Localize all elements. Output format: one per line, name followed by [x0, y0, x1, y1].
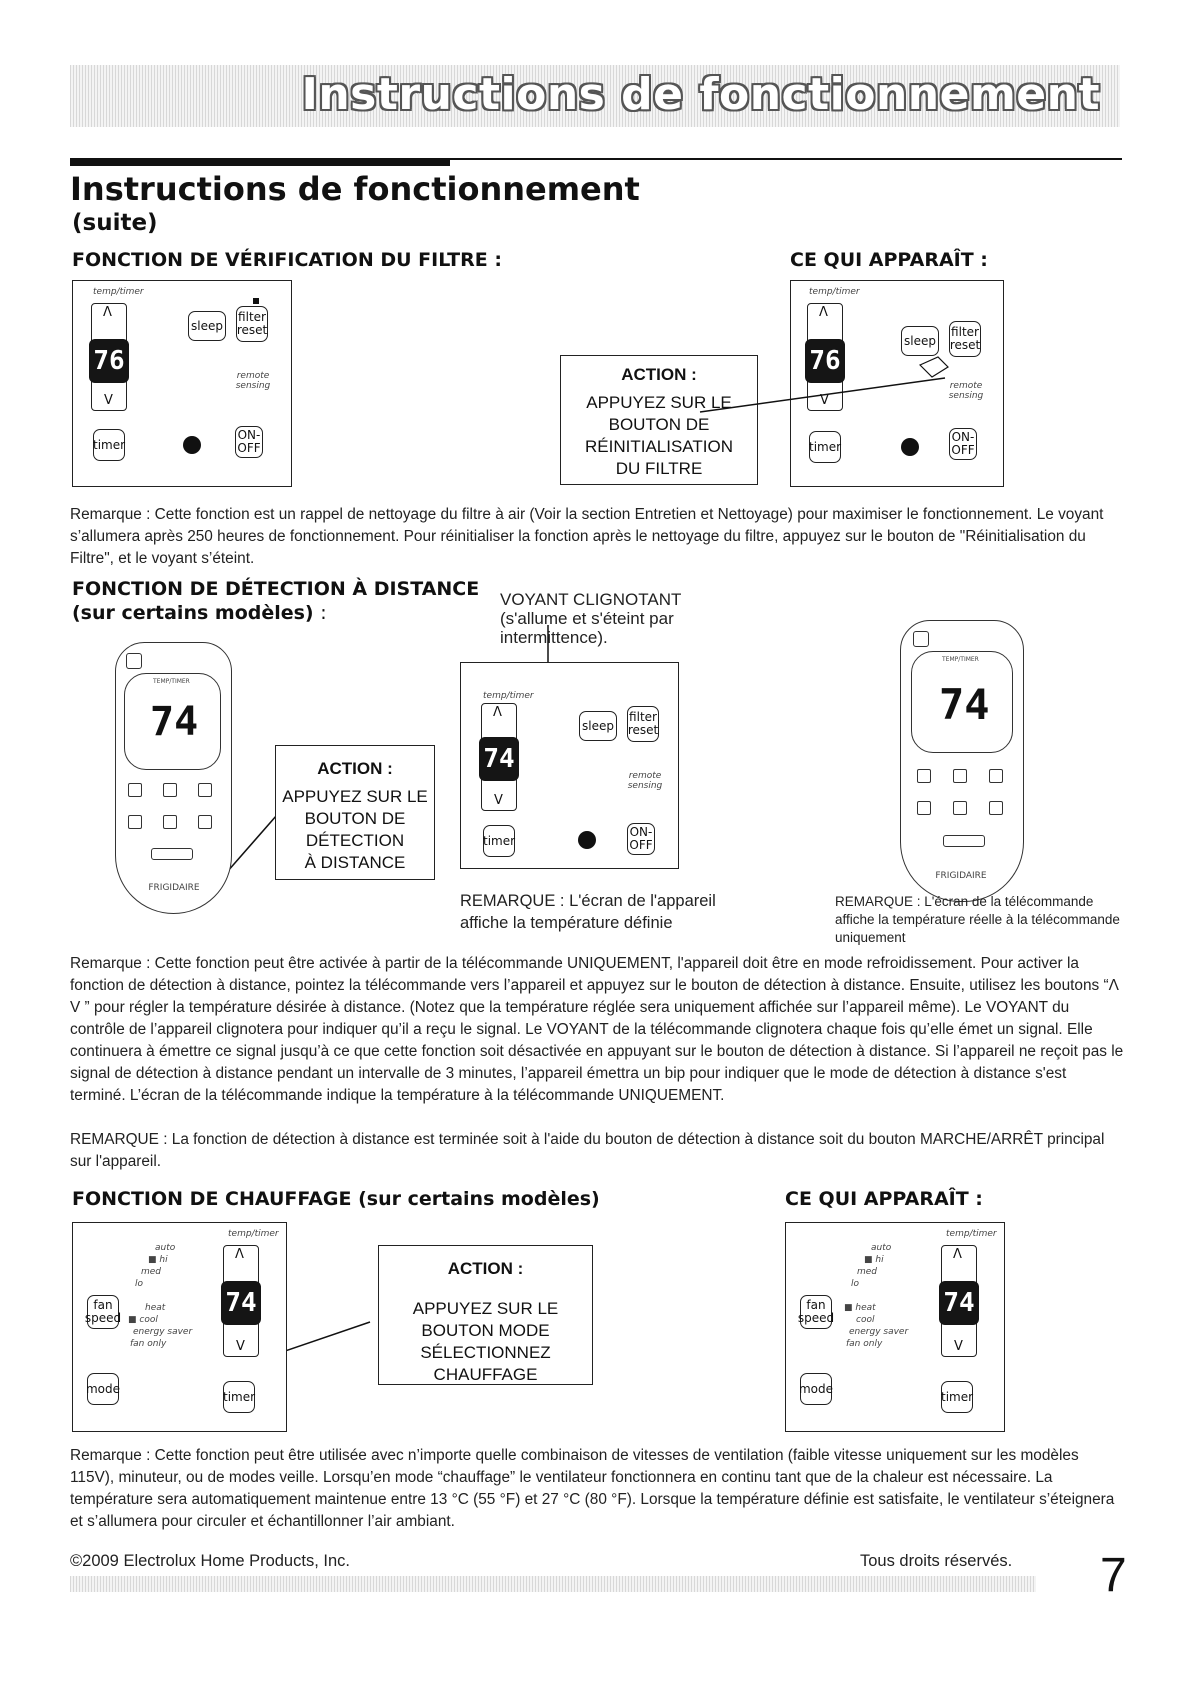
- mode-fan-only: fan only: [846, 1339, 883, 1349]
- mode-cool: ■ cool: [128, 1315, 158, 1325]
- timer-button[interactable]: timer: [93, 429, 125, 461]
- filter-heading: FONCTION DE VÉRIFICATION DU FILTRE :: [72, 249, 502, 271]
- action-line: BOUTON DE: [608, 415, 710, 434]
- mode-med: med: [141, 1267, 162, 1277]
- mode-hi-label: hi: [159, 1255, 168, 1265]
- remote-sensing-led: [578, 831, 596, 849]
- remote-action-box: [275, 745, 435, 880]
- down-arrow-icon[interactable]: V: [820, 393, 829, 408]
- mode-lo: lo: [851, 1279, 860, 1289]
- temp-timer-label: temp/timer: [228, 1229, 279, 1239]
- mode-hi: ■ hi: [864, 1255, 884, 1265]
- blink-label: VOYANT CLIGNOTANT: [500, 590, 682, 609]
- temperature-display: 76: [89, 339, 129, 383]
- remote-sensing-heading-sub: [72, 602, 327, 624]
- temp-timer-label: temp/timer: [93, 287, 144, 297]
- up-arrow-icon[interactable]: Λ: [953, 1247, 962, 1262]
- remote-fan-only-button[interactable]: [989, 769, 1003, 783]
- footer-bar: [70, 1576, 1036, 1592]
- remote-screen: [911, 651, 1013, 753]
- remote-sensing-label: remote sensing: [948, 381, 984, 401]
- remote-sensing-heading-colon: :: [320, 602, 327, 624]
- remote-brand: FRIGIDAIRE: [148, 883, 200, 893]
- remote-start-stop-button[interactable]: [943, 835, 985, 847]
- fan-speed-button[interactable]: fan speed: [800, 1295, 832, 1329]
- action-line: CHAUFFAGE: [433, 1365, 538, 1384]
- on-off-button[interactable]: ON- OFF: [235, 426, 263, 458]
- on-off-button[interactable]: ON- OFF: [627, 823, 655, 855]
- mode-cool: cool: [856, 1315, 875, 1325]
- mode-auto: auto: [155, 1243, 176, 1253]
- remote-sensing-heading: FONCTION DE DÉTECTION À DISTANCE: [72, 578, 480, 600]
- mode-energy-saver: energy saver: [849, 1327, 909, 1337]
- down-arrow-icon[interactable]: V: [236, 1339, 245, 1354]
- mode-heat: heat: [145, 1303, 166, 1313]
- remote-sensing-label: remote sensing: [627, 771, 663, 791]
- timer-button[interactable]: timer: [483, 825, 515, 857]
- filter-note: Remarque : Cette fonction est un rappel de nettoyage du filtre à air (Voir la section Entretien et Nettoyage) pour maximiser le fonctionnement. Le voyant s’allumera après 250 heures de fonctionnement. Pour réinitialiser la fonction après le nettoyage du filtre, appuyez sur le bouton de "Réinitialisation du Filtre", et le voyant s’éteint.: [70, 506, 1104, 567]
- mode-button[interactable]: mode: [87, 1373, 119, 1405]
- remote-sleep-button[interactable]: [128, 815, 142, 829]
- remote-cool-button[interactable]: [917, 769, 931, 783]
- remote-start-stop-button[interactable]: [151, 848, 193, 860]
- fan-speed-button[interactable]: fan speed: [87, 1295, 119, 1329]
- up-arrow-icon[interactable]: Λ: [103, 305, 112, 320]
- down-arrow-icon[interactable]: V: [494, 793, 503, 808]
- footer-rights: Tous droits réservés.: [860, 1552, 1013, 1570]
- up-arrow-icon[interactable]: Λ: [493, 705, 502, 720]
- remark-remote: REMARQUE : L'écran de la télécommande affiche la température réelle à la télécommande uniquement: [835, 894, 1120, 945]
- action-line: DÉTECTION: [305, 831, 405, 850]
- mode-button[interactable]: mode: [800, 1373, 832, 1405]
- footer-copyright: ©2009 Electrolux Home Products, Inc.: [70, 1552, 350, 1570]
- action-line: BOUTON MODE: [421, 1321, 550, 1340]
- action-line: APPUYEZ SUR LE: [586, 393, 732, 412]
- remote-control: [115, 642, 232, 914]
- sleep-button[interactable]: sleep: [188, 311, 226, 341]
- remote-sensing-heading-models: (sur certains modèles): [72, 602, 314, 624]
- remote-sensing-note2: REMARQUE : La fonction de détection à distance est terminée soit à l'aide du bouton de détection à distance soit du bouton MARCHE/ARRÊT principal sur l'appareil.: [70, 1131, 1105, 1170]
- sleep-button[interactable]: sleep: [901, 326, 939, 356]
- remote-fan-only-button[interactable]: [198, 783, 212, 797]
- mode-med: med: [857, 1267, 878, 1277]
- action-title: ACTION :: [447, 1259, 524, 1278]
- down-arrow-icon[interactable]: V: [954, 1339, 963, 1354]
- mode-cool-label: cool: [139, 1315, 158, 1325]
- page-number: 7: [1100, 1549, 1127, 1602]
- action-line: DU FILTRE: [615, 459, 703, 478]
- remote-temperature: 74: [150, 699, 199, 745]
- remote-brand: FRIGIDAIRE: [935, 871, 987, 881]
- filter-reset-button[interactable]: filter reset: [949, 321, 981, 357]
- heat-control-panel: [72, 1222, 287, 1432]
- sleep-button[interactable]: sleep: [579, 711, 617, 741]
- action-line: BOUTON DE: [304, 809, 406, 828]
- blink-detail: (s'allume et s'éteint par intermittence).: [500, 609, 674, 647]
- action-line: SÉLECTIONNEZ: [420, 1343, 551, 1362]
- up-arrow-icon[interactable]: Λ: [819, 305, 828, 320]
- unit-control-panel: [460, 662, 679, 869]
- remote-temp-timer: TEMP/TIMER: [942, 656, 979, 663]
- down-arrow-icon[interactable]: V: [104, 393, 113, 408]
- mode-lo: lo: [135, 1279, 144, 1289]
- action-line: APPUYEZ SUR LE: [412, 1299, 559, 1318]
- remote-sensing-note: Remarque : Cette fonction peut être activée à partir de la télécommande UNIQUEMENT, l'appareil doit être en mode refroidissement. Pour activer la fonction de détection à distance, pointez la télécommande vers l’appareil et appuyez sur le bouton de détection à distance. Ensuite, utilisez les boutons “Λ V ” pour régler la température désirée à distance. (Notez que la température réglée sera uniquement affichée sur l’appareil même). Le VOYANT du contrôle de l’appareil clignotera pour indiquer qu’il a reçu le signal. Le VOYANT de la télécommande clignotera chaque fois qu’elle émet un signal. Elle continuera à émettre ce signal jusqu’à ce que cette fonction soit désactivée en appuyant sur le bouton de détection à distance. Si l’appareil ne reçoit pas le signal de détection à distance pendant un intervalle de 3 minutes, l’appareil émettra un bip pour indiquer que le mode de détection à distance s'est terminé. L’écran de la télécommande indique la température à la télécommande UNIQUEMENT.: [70, 955, 1124, 1104]
- heat-result-panel: [785, 1222, 1005, 1432]
- remote-power-icon: [913, 631, 929, 647]
- remote-timer-button[interactable]: [198, 815, 212, 829]
- page-title: Instructions de fonctionnement: [70, 170, 640, 208]
- on-off-button[interactable]: ON- OFF: [949, 428, 977, 460]
- mode-auto: auto: [871, 1243, 892, 1253]
- banner-title: Instructions de fonctionnement: [301, 69, 1100, 120]
- up-arrow-icon[interactable]: Λ: [235, 1247, 244, 1262]
- timer-button[interactable]: timer: [941, 1381, 973, 1413]
- timer-button[interactable]: timer: [223, 1381, 255, 1413]
- page-subtitle: (suite): [72, 210, 158, 236]
- action-line: APPUYEZ SUR LE: [282, 787, 428, 806]
- mode-hi: ■ hi: [148, 1255, 168, 1265]
- remote-timer-button[interactable]: [989, 801, 1003, 815]
- filter-reset-button[interactable]: filter reset: [236, 306, 268, 342]
- timer-button[interactable]: timer: [809, 431, 841, 463]
- mode-heat: ■ heat: [844, 1303, 876, 1313]
- temperature-display: 74: [939, 1281, 979, 1325]
- temp-timer-label: temp/timer: [809, 287, 860, 297]
- action-title: ACTION :: [621, 365, 697, 384]
- heat-appears-heading: CE QUI APPARAÎT :: [785, 1188, 983, 1210]
- remote-cool-button[interactable]: [128, 783, 142, 797]
- temp-timer-label: temp/timer: [483, 691, 534, 701]
- temperature-display: 74: [221, 1281, 261, 1325]
- heat-heading: FONCTION DE CHAUFFAGE (sur certains modèles): [72, 1188, 600, 1210]
- remote-screen: [124, 673, 221, 770]
- temp-timer-label: temp/timer: [946, 1229, 997, 1239]
- remote-energy-saver-button[interactable]: [163, 783, 177, 797]
- remote-sleep-button[interactable]: [917, 801, 931, 815]
- remote-temp-timer: TEMP/TIMER: [153, 678, 190, 685]
- temperature-display: 76: [805, 339, 845, 383]
- temperature-display: 74: [479, 737, 519, 781]
- action-title: ACTION :: [317, 759, 393, 778]
- filter-reset-button[interactable]: filter reset: [627, 706, 659, 742]
- remote-control-result: [900, 620, 1024, 902]
- remote-auto-fan-button[interactable]: [163, 815, 177, 829]
- remote-energy-saver-button[interactable]: [953, 769, 967, 783]
- heat-action-box: [378, 1245, 593, 1385]
- mode-fan-only: fan only: [130, 1339, 167, 1349]
- heat-note: Remarque : Cette fonction peut être utilisée avec n’importe quelle combinaison de vitesses de ventilation (faible vitesse uniquement sur les modèles 115V), minuteur, ou de modes veille. Lorsqu’en mode “chauffage” le ventilateur fonctionnera en continu tant que de la chaleur est nécessaire. La température sera automatiquement maintenue entre 13 °C (55 °F) et 27 °C (80 °F). Lorsque la température définie est satisfaite, le ventilateur s’éteignera et s’allumera pour circuler et échantillonner l’air ambiant.: [70, 1447, 1115, 1530]
- remark-unit: REMARQUE : L'écran de l'appareil affiche la température définie: [460, 892, 716, 932]
- remote-power-icon: [126, 653, 142, 669]
- mode-heat-label: heat: [855, 1303, 876, 1313]
- filter-appears-heading: CE QUI APPARAÎT :: [790, 249, 988, 271]
- action-line: À DISTANCE: [304, 853, 406, 872]
- remote-sensing-label: remote sensing: [235, 371, 271, 391]
- action-line: RÉINITIALISATION: [585, 437, 733, 456]
- remote-auto-fan-button[interactable]: [953, 801, 967, 815]
- mode-energy-saver: energy saver: [133, 1327, 193, 1337]
- remote-temperature: 74: [939, 680, 990, 729]
- mode-hi-label: hi: [875, 1255, 884, 1265]
